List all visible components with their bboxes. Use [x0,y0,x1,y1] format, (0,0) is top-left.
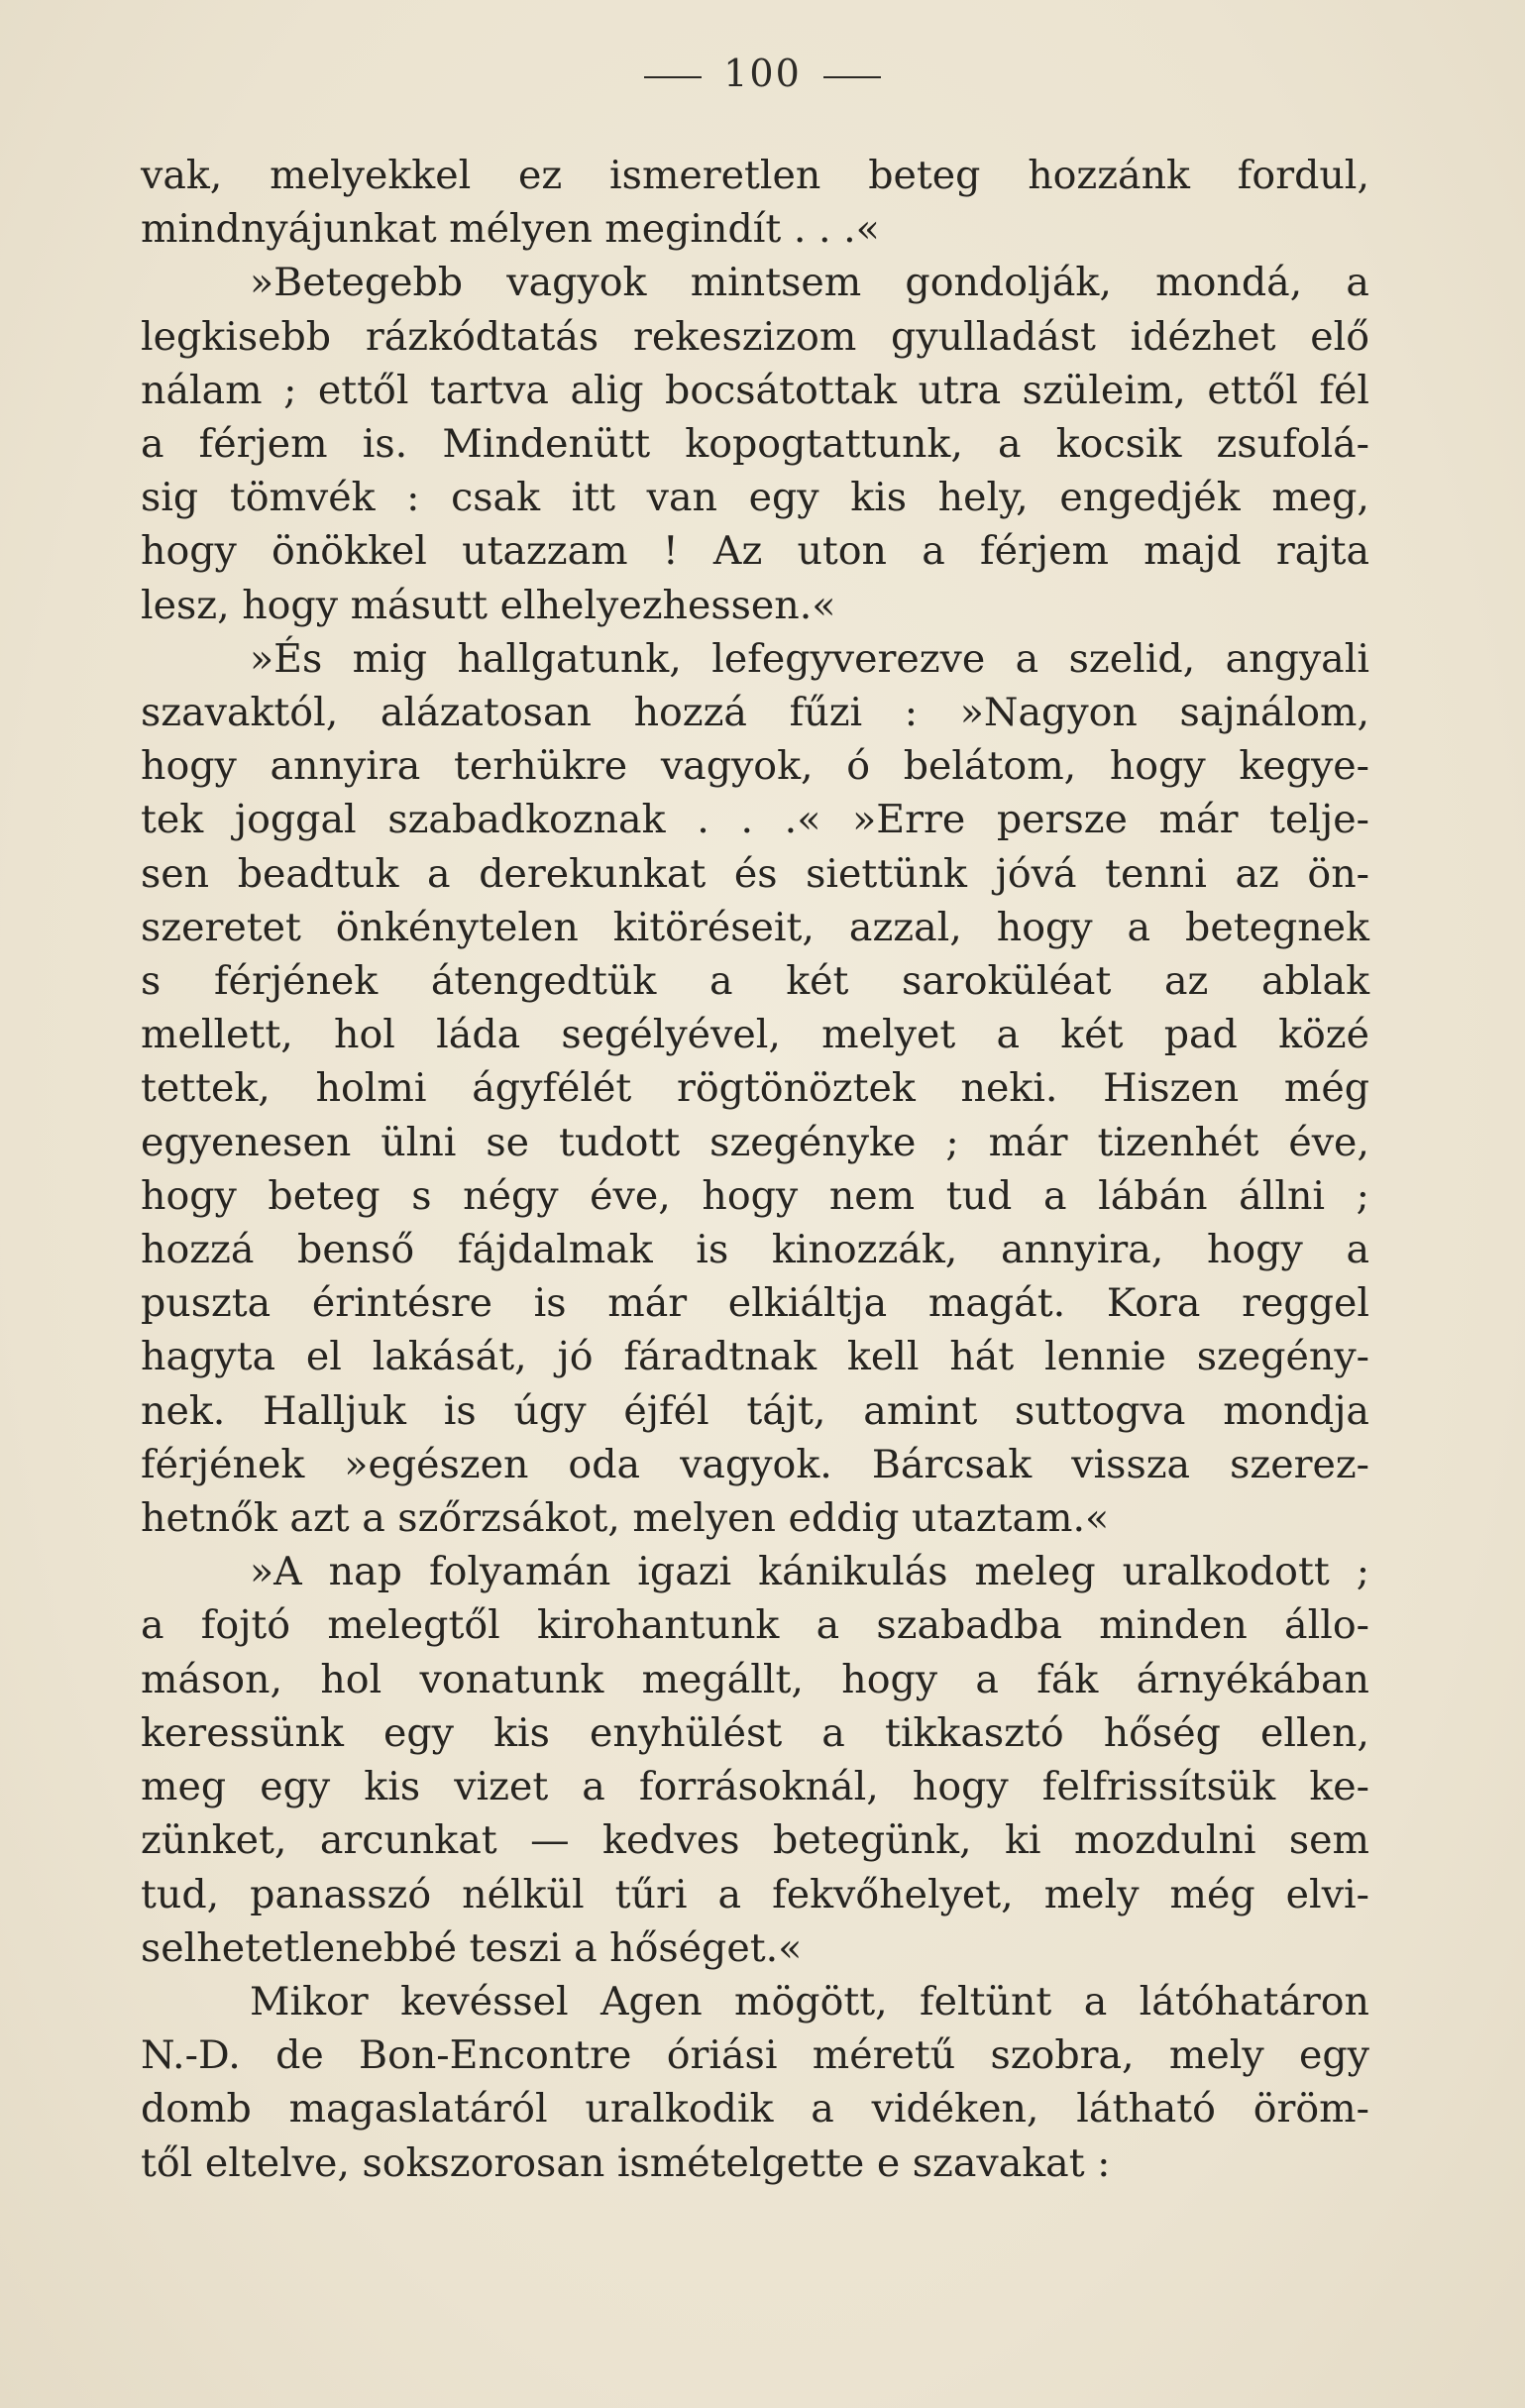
paragraph [141,256,1369,631]
text-line: szeretet önkénytelen kitöréseit, azzal, hogy a betegnek [141,904,1369,950]
text-line: hogy beteg s négy éve, hogy nem tud a lábán állni ; [141,1172,1369,1219]
paragraph [141,1975,1369,2190]
text-line: nálam ; ettől tartva alig bocsátottak utra szüleim, ettől fél [141,367,1369,413]
text-line: nek. Halljuk is úgy éjfél tájt, amint suttogva mondja [141,1387,1369,1434]
text-line: selhetetlenebbé teszi a hőséget.« [141,1924,803,1971]
header-dash-left [644,76,702,78]
text-line: mellett, hol láda segélyével, melyet a két pad közé [141,1012,1369,1058]
header-dash-right [823,76,881,78]
text-line: N.-D. de Bon-Encontre óriási méretű szobra, mely egy [141,2032,1369,2079]
text-line: máson, hol vonatunk megállt, hogy a fák árnyékában [141,1656,1369,1702]
text-line: tettek, holmi ágyfélét rögtönöztek neki. Hiszen még [141,1065,1369,1112]
text-line: hogy annyira terhükre vagyok, ó belátom, hogy kegye- [141,743,1369,790]
text-line: zünket, arcunkat — kedves betegünk, ki mozdulni sem [141,1817,1369,1864]
text-line: »A nap folyamán igazi kánikulás meleg uralkodott ; [250,1549,1369,1595]
text-line: »És mig hallgatunk, lefegyverezve a szelid, angyali [250,635,1369,682]
text-line: hogy önökkel utazzam ! Az uton a férjem majd rajta [141,528,1369,575]
text-line: lesz, hogy másutt elhelyezhessen.« [141,582,836,628]
text-line: legkisebb rázkódtatás rekeszizom gyulladást idézhet elő [141,313,1369,360]
text-line: hozzá benső fájdalmak is kinozzák, annyira, hogy a [141,1227,1369,1273]
text-line: a férjem is. Mindenütt kopogtattunk, a kocsik zsufolá- [141,421,1369,468]
text-line: tud, panasszó nélkül tűri a fekvőhelyet, mely még elvi- [141,1871,1369,1917]
text-line: mindnyájunkat mélyen megindít . . .« [141,206,880,253]
text-line: sen beadtuk a derekunkat és siettünk jóvá tenni az ön- [141,850,1369,897]
text-line: hagyta el lakását, jó fáradtnak kell hát lennie szegény- [141,1334,1369,1380]
paragraph [141,1545,1369,1975]
text-line: s férjének átengedtük a két saroküléat az ablak [141,958,1369,1005]
paragraph [141,149,1369,256]
page-header [0,52,1525,95]
text-line: hetnők azt a szőrzsákot, melyen eddig utaztam.« [141,1495,1110,1542]
text-line: egyenesen ülni se tudott szegényke ; már tizenhét éve, [141,1119,1369,1165]
page-number: 100 [723,52,802,95]
text-line: »Betegebb vagyok mintsem gondolják, mondá, a [250,260,1369,306]
text-line: sig tömvék : csak itt van egy kis hely, engedjék meg, [141,475,1369,521]
text-line: puszta érintésre is már elkiáltja magát. Kora reggel [141,1280,1369,1327]
paragraph [141,632,1369,1545]
text-line: keressünk egy kis enyhülést a tikkasztó hőség ellen, [141,1709,1369,1756]
text-line: meg egy kis vizet a forrásoknál, hogy felfrissítsük ke- [141,1764,1369,1810]
text-line: szavaktól, alázatosan hozzá fűzi : »Nagyon sajnálom, [141,690,1369,736]
text-line: től eltelve, sokszorosan ismételgette e szavakat : [141,2139,1111,2186]
text-line: domb magaslatáról uralkodik a vidéken, látható öröm- [141,2086,1369,2133]
text-line: férjének »egészen oda vagyok. Bárcsak vissza szerez- [141,1441,1369,1487]
body-text [141,149,1369,2190]
text-line: vak, melyekkel ez ismeretlen beteg hozzánk fordul, [141,153,1369,198]
text-line: Mikor kevéssel Agen mögött, feltünt a látóhatáron [250,1978,1369,2025]
text-line: a fojtó melegtől kirohantunk a szabadba minden állo- [141,1602,1369,1649]
text-line: tek joggal szabadkoznak . . .« »Erre persze már telje- [141,797,1369,843]
